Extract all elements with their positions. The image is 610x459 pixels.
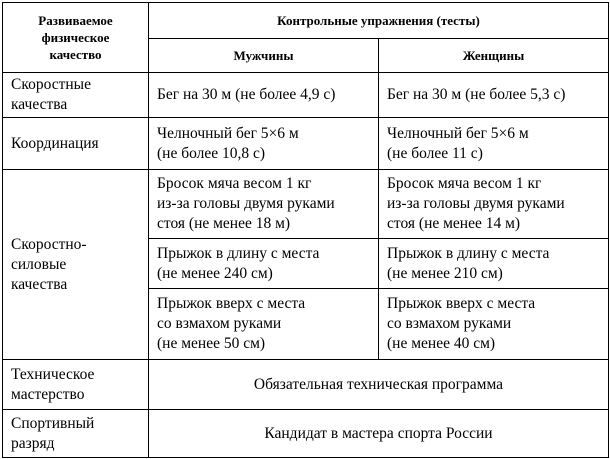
men-cell: Прыжок вверх с места со взмахом руками (не менее 50 см) [149,289,379,360]
men-cell: Прыжок в длину с места (не менее 240 см) [149,239,379,289]
women-cell: Бег на 30 м (не более 5,3 с) [379,73,609,118]
table-row [3,410,609,458]
men-cell: Бег на 30 м (не более 4,9 с) [149,73,379,118]
requirement-cell: Обязательная техническая программа [149,360,609,410]
quality-cell: Спортивный разряд [3,410,149,458]
quality-cell: Скоростно- силовые качества [3,170,149,360]
quality-cell: Техническое мастерство [3,360,149,410]
men-cell: Челночный бег 5×6 м (не более 10,8 с) [149,118,379,170]
table-row [3,170,609,239]
standards-table [2,2,609,458]
header-row [3,3,609,39]
quality-cell: Скоростные качества [3,73,149,118]
women-cell: Бросок мяча весом 1 кг из-за головы двумя руками стоя (не менее 14 м) [379,170,609,239]
women-cell: Челночный бег 5×6 м (не более 11 с) [379,118,609,170]
quality-cell: Координация [3,118,149,170]
header-tests: Контрольные упражнения (тесты) [149,3,609,39]
table-row [3,360,609,410]
table-row [3,73,609,118]
women-cell: Прыжок в длину с места (не менее 210 см) [379,239,609,289]
men-cell: Бросок мяча весом 1 кг из-за головы двумя руками стоя (не менее 18 м) [149,170,379,239]
header-men: Мужчины [149,39,379,73]
header-women: Женщины [379,39,609,73]
requirement-cell: Кандидат в мастера спорта России [149,410,609,458]
women-cell: Прыжок вверх с места со взмахом руками (не менее 40 см) [379,289,609,360]
table-row [3,118,609,170]
header-quality: Развиваемое физическое качество [3,3,149,73]
